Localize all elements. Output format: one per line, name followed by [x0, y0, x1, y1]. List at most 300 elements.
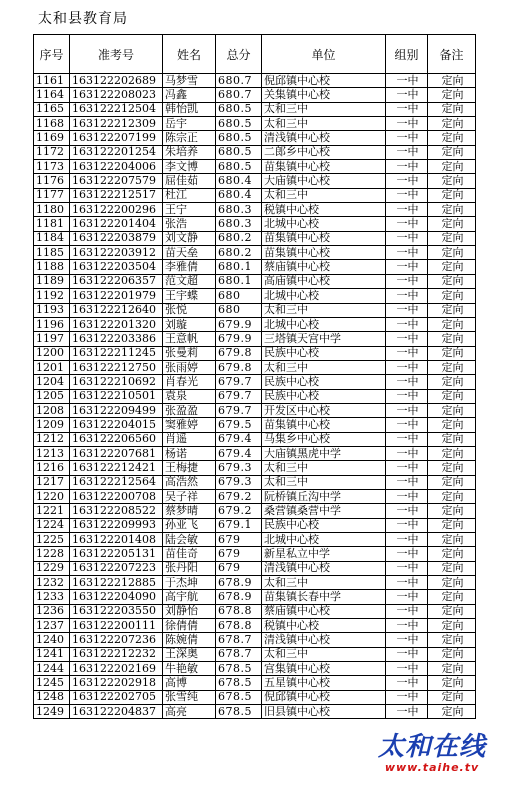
cell-unit: 马集乡中心校: [262, 432, 386, 446]
cell-name: 陈婉倩: [163, 633, 216, 647]
cell-note: 定向: [428, 231, 476, 245]
cell-ticket-number: 163122210692: [70, 375, 163, 389]
cell-total-score: 680.2: [216, 246, 262, 260]
cell-name: 张浩: [163, 217, 216, 231]
cell-ticket-number: 163122201254: [70, 145, 163, 159]
cell-note: 定向: [428, 432, 476, 446]
cell-total-score: 680.4: [216, 188, 262, 202]
cell-group: 一中: [386, 590, 428, 604]
cell-note: 定向: [428, 375, 476, 389]
cell-total-score: 679.8: [216, 346, 262, 360]
cell-unit: 太和三中: [262, 475, 386, 489]
cell-note: 定向: [428, 360, 476, 374]
cell-total-score: 679.1: [216, 518, 262, 532]
cell-note: 定向: [428, 418, 476, 432]
cell-index: 1225: [34, 533, 70, 547]
table-row: [34, 174, 476, 188]
cell-group: 一中: [386, 188, 428, 202]
cell-total-score: 678.8: [216, 619, 262, 633]
cell-unit: 倪邱镇中心校: [262, 690, 386, 704]
cell-unit: 大庙镇中心校: [262, 174, 386, 188]
table-row: [34, 690, 476, 704]
cell-group: 一中: [386, 317, 428, 331]
cell-note: 定向: [428, 174, 476, 188]
cell-ticket-number: 163122207199: [70, 131, 163, 145]
cell-index: 1181: [34, 217, 70, 231]
cell-note: 定向: [428, 332, 476, 346]
cell-group: 一中: [386, 576, 428, 590]
cell-total-score: 680.7: [216, 88, 262, 102]
cell-total-score: 679: [216, 561, 262, 575]
cell-note: 定向: [428, 647, 476, 661]
cell-group: 一中: [386, 131, 428, 145]
cell-name: 张曼莉: [163, 346, 216, 360]
cell-ticket-number: 163122202689: [70, 74, 163, 88]
cell-note: 定向: [428, 317, 476, 331]
cell-index: 1201: [34, 360, 70, 374]
cell-unit: 关集镇中心校: [262, 88, 386, 102]
cell-total-score: 678.5: [216, 676, 262, 690]
header-index: 序号: [34, 35, 70, 74]
table-row: [34, 360, 476, 374]
cell-unit: 税镇中心校: [262, 203, 386, 217]
table-row: [34, 203, 476, 217]
cell-total-score: 678.9: [216, 590, 262, 604]
table-row: [34, 260, 476, 274]
cell-unit: 清浅镇中心校: [262, 633, 386, 647]
cell-name: 袁泉: [163, 389, 216, 403]
cell-total-score: 679.4: [216, 446, 262, 460]
cell-unit: 太和三中: [262, 188, 386, 202]
table-row: [34, 518, 476, 532]
cell-note: 定向: [428, 604, 476, 618]
cell-name: 肖遥: [163, 432, 216, 446]
cell-note: 定向: [428, 489, 476, 503]
cell-ticket-number: 163122204090: [70, 590, 163, 604]
cell-total-score: 679.7: [216, 389, 262, 403]
table-body: [34, 74, 476, 719]
table-row: [34, 274, 476, 288]
cell-unit: 太和三中: [262, 360, 386, 374]
cell-note: 定向: [428, 633, 476, 647]
cell-total-score: 679.9: [216, 317, 262, 331]
cell-name: 高浩然: [163, 475, 216, 489]
cell-index: 1176: [34, 174, 70, 188]
cell-ticket-number: 163122212232: [70, 647, 163, 661]
cell-unit: 苗集镇长春中学: [262, 590, 386, 604]
watermark-url: www.taihe.tv: [384, 761, 480, 774]
cell-total-score: 678.8: [216, 604, 262, 618]
cell-note: 定向: [428, 160, 476, 174]
cell-ticket-number: 163122204015: [70, 418, 163, 432]
cell-note: 定向: [428, 590, 476, 604]
cell-index: 1240: [34, 633, 70, 647]
table-row: [34, 619, 476, 633]
table-row: [34, 303, 476, 317]
cell-note: 定向: [428, 690, 476, 704]
cell-group: 一中: [386, 647, 428, 661]
cell-index: 1249: [34, 705, 70, 719]
cell-name: 李雅倩: [163, 260, 216, 274]
cell-group: 一中: [386, 561, 428, 575]
cell-unit: 太和三中: [262, 303, 386, 317]
cell-note: 定向: [428, 461, 476, 475]
cell-index: 1205: [34, 389, 70, 403]
cell-note: 定向: [428, 518, 476, 532]
cell-unit: 清浅镇中心校: [262, 131, 386, 145]
cell-unit: 三塔镇天宫中学: [262, 332, 386, 346]
cell-total-score: 680: [216, 289, 262, 303]
table-row: [34, 633, 476, 647]
cell-name: 苗佳奇: [163, 547, 216, 561]
cell-total-score: 680.4: [216, 174, 262, 188]
cell-total-score: 680: [216, 303, 262, 317]
table-row: [34, 88, 476, 102]
cell-index: 1209: [34, 418, 70, 432]
cell-group: 一中: [386, 203, 428, 217]
cell-group: 一中: [386, 518, 428, 532]
cell-group: 一中: [386, 102, 428, 116]
cell-group: 一中: [386, 303, 428, 317]
cell-index: 1237: [34, 619, 70, 633]
cell-note: 定向: [428, 260, 476, 274]
cell-total-score: 680.2: [216, 231, 262, 245]
header-ticket-number: 准考号: [70, 35, 163, 74]
cell-ticket-number: 163122203550: [70, 604, 163, 618]
table-row: [34, 160, 476, 174]
cell-group: 一中: [386, 375, 428, 389]
cell-name: 杜江: [163, 188, 216, 202]
cell-group: 一中: [386, 633, 428, 647]
cell-name: 王宁: [163, 203, 216, 217]
cell-unit: 北城中心校: [262, 217, 386, 231]
cell-index: 1177: [34, 188, 70, 202]
cell-name: 陆会敏: [163, 533, 216, 547]
cell-total-score: 680.3: [216, 203, 262, 217]
cell-group: 一中: [386, 332, 428, 346]
cell-group: 一中: [386, 174, 428, 188]
table-row: [34, 662, 476, 676]
table-row: [34, 188, 476, 202]
cell-total-score: 680.5: [216, 145, 262, 159]
cell-unit: 税镇中心校: [262, 619, 386, 633]
cell-unit: 太和三中: [262, 117, 386, 131]
cell-unit: 北城中心校: [262, 289, 386, 303]
header-total-score: 总分: [216, 35, 262, 74]
cell-index: 1172: [34, 145, 70, 159]
cell-note: 定向: [428, 619, 476, 633]
cell-group: 一中: [386, 662, 428, 676]
cell-total-score: 678.7: [216, 647, 262, 661]
table-row: [34, 389, 476, 403]
cell-ticket-number: 163122207681: [70, 446, 163, 460]
cell-note: 定向: [428, 102, 476, 116]
cell-total-score: 678.5: [216, 662, 262, 676]
cell-name: 王深奥: [163, 647, 216, 661]
cell-unit: 苗集镇中心校: [262, 246, 386, 260]
cell-group: 一中: [386, 246, 428, 260]
cell-note: 定向: [428, 389, 476, 403]
cell-index: 1197: [34, 332, 70, 346]
cell-ticket-number: 163122211245: [70, 346, 163, 360]
cell-name: 李文博: [163, 160, 216, 174]
cell-total-score: 679.4: [216, 432, 262, 446]
cell-ticket-number: 163122205131: [70, 547, 163, 561]
cell-unit: 民族中心校: [262, 346, 386, 360]
cell-ticket-number: 163122203386: [70, 332, 163, 346]
cell-ticket-number: 163122206357: [70, 274, 163, 288]
cell-name: 肖春光: [163, 375, 216, 389]
cell-note: 定向: [428, 88, 476, 102]
table-row: [34, 246, 476, 260]
cell-total-score: 678.5: [216, 705, 262, 719]
cell-total-score: 680.5: [216, 131, 262, 145]
score-table: [33, 34, 476, 719]
cell-group: 一中: [386, 360, 428, 374]
cell-index: 1188: [34, 260, 70, 274]
cell-group: 一中: [386, 117, 428, 131]
cell-group: 一中: [386, 604, 428, 618]
cell-name: 刘文静: [163, 231, 216, 245]
cell-unit: 新星私立中学: [262, 547, 386, 561]
cell-note: 定向: [428, 504, 476, 518]
cell-index: 1193: [34, 303, 70, 317]
cell-index: 1224: [34, 518, 70, 532]
cell-name: 岳宇: [163, 117, 216, 131]
cell-index: 1220: [34, 489, 70, 503]
cell-index: 1229: [34, 561, 70, 575]
cell-note: 定向: [428, 217, 476, 231]
cell-name: 王宇蝶: [163, 289, 216, 303]
cell-unit: 北城中心校: [262, 317, 386, 331]
table-row: [34, 317, 476, 331]
cell-ticket-number: 163122203879: [70, 231, 163, 245]
cell-group: 一中: [386, 289, 428, 303]
cell-note: 定向: [428, 676, 476, 690]
cell-total-score: 679.2: [216, 489, 262, 503]
cell-group: 一中: [386, 389, 428, 403]
cell-note: 定向: [428, 346, 476, 360]
cell-note: 定向: [428, 561, 476, 575]
cell-index: 1200: [34, 346, 70, 360]
table-row: [34, 231, 476, 245]
cell-total-score: 679.5: [216, 418, 262, 432]
cell-name: 张悦: [163, 303, 216, 317]
cell-group: 一中: [386, 475, 428, 489]
cell-name: 屈佳茹: [163, 174, 216, 188]
cell-index: 1245: [34, 676, 70, 690]
table-row: [34, 289, 476, 303]
cell-unit: 苗集镇中心校: [262, 418, 386, 432]
cell-ticket-number: 163122207236: [70, 633, 163, 647]
cell-total-score: 679.3: [216, 475, 262, 489]
table-row: [34, 418, 476, 432]
cell-unit: 民族中心校: [262, 375, 386, 389]
cell-index: 1213: [34, 446, 70, 460]
cell-name: 王梅捷: [163, 461, 216, 475]
cell-total-score: 679.7: [216, 403, 262, 417]
cell-name: 刘静怡: [163, 604, 216, 618]
cell-note: 定向: [428, 74, 476, 88]
cell-note: 定向: [428, 274, 476, 288]
table-row: [34, 705, 476, 719]
cell-index: 1221: [34, 504, 70, 518]
cell-note: 定向: [428, 246, 476, 260]
table-row: [34, 446, 476, 460]
cell-ticket-number: 163122207223: [70, 561, 163, 575]
cell-note: 定向: [428, 117, 476, 131]
table-row: [34, 332, 476, 346]
table-row: [34, 489, 476, 503]
table-row: [34, 117, 476, 131]
cell-ticket-number: 163122207579: [70, 174, 163, 188]
watermark-title: 太和在线: [377, 732, 486, 762]
cell-index: 1241: [34, 647, 70, 661]
cell-group: 一中: [386, 88, 428, 102]
cell-note: 定向: [428, 576, 476, 590]
cell-total-score: 679: [216, 533, 262, 547]
cell-ticket-number: 163122212750: [70, 360, 163, 374]
table-row: [34, 102, 476, 116]
cell-index: 1161: [34, 74, 70, 88]
cell-note: 定向: [428, 446, 476, 460]
cell-name: 窦雅婷: [163, 418, 216, 432]
cell-index: 1184: [34, 231, 70, 245]
cell-unit: 太和三中: [262, 461, 386, 475]
cell-total-score: 679.7: [216, 375, 262, 389]
table-row: [34, 475, 476, 489]
table-row: [34, 676, 476, 690]
cell-ticket-number: 163122209499: [70, 403, 163, 417]
cell-name: 高亮: [163, 705, 216, 719]
cell-note: 定向: [428, 533, 476, 547]
cell-ticket-number: 163122212885: [70, 576, 163, 590]
cell-ticket-number: 163122202169: [70, 662, 163, 676]
cell-unit: 苗集镇中心校: [262, 160, 386, 174]
cell-total-score: 679.9: [216, 332, 262, 346]
cell-ticket-number: 163122204837: [70, 705, 163, 719]
cell-ticket-number: 163122208023: [70, 88, 163, 102]
cell-total-score: 679: [216, 547, 262, 561]
cell-unit: 太和三中: [262, 647, 386, 661]
cell-group: 一中: [386, 504, 428, 518]
cell-name: 孙亚飞: [163, 518, 216, 532]
cell-name: 马梦雪: [163, 74, 216, 88]
cell-note: 定向: [428, 145, 476, 159]
table-row: [34, 561, 476, 575]
cell-total-score: 680.1: [216, 260, 262, 274]
cell-group: 一中: [386, 346, 428, 360]
cell-name: 张盈盈: [163, 403, 216, 417]
cell-group: 一中: [386, 418, 428, 432]
cell-name: 徐倩倩: [163, 619, 216, 633]
cell-note: 定向: [428, 705, 476, 719]
cell-group: 一中: [386, 489, 428, 503]
cell-ticket-number: 163122201979: [70, 289, 163, 303]
cell-group: 一中: [386, 145, 428, 159]
table-row: [34, 604, 476, 618]
cell-unit: 五星镇中心校: [262, 676, 386, 690]
cell-group: 一中: [386, 260, 428, 274]
cell-note: 定向: [428, 475, 476, 489]
cell-group: 一中: [386, 432, 428, 446]
cell-ticket-number: 163122212421: [70, 461, 163, 475]
table-row: [34, 131, 476, 145]
cell-total-score: 679.8: [216, 360, 262, 374]
cell-index: 1204: [34, 375, 70, 389]
cell-unit: 太和三中: [262, 102, 386, 116]
cell-group: 一中: [386, 461, 428, 475]
cell-index: 1164: [34, 88, 70, 102]
cell-index: 1212: [34, 432, 70, 446]
cell-name: 张雪纯: [163, 690, 216, 704]
cell-name: 冯鑫: [163, 88, 216, 102]
cell-total-score: 680.5: [216, 160, 262, 174]
cell-index: 1168: [34, 117, 70, 131]
cell-index: 1189: [34, 274, 70, 288]
cell-name: 王意帆: [163, 332, 216, 346]
cell-note: 定向: [428, 188, 476, 202]
cell-index: 1248: [34, 690, 70, 704]
cell-unit: 倪邱镇中心校: [262, 74, 386, 88]
table-row: [34, 74, 476, 88]
cell-total-score: 678.5: [216, 690, 262, 704]
cell-ticket-number: 163122212640: [70, 303, 163, 317]
table-row: [34, 504, 476, 518]
cell-unit: 开发区中心校: [262, 403, 386, 417]
cell-name: 张丹阳: [163, 561, 216, 575]
table-row: [34, 145, 476, 159]
table-row: [34, 375, 476, 389]
cell-group: 一中: [386, 231, 428, 245]
cell-unit: 大庙镇黑虎中学: [262, 446, 386, 460]
cell-name: 于杰坤: [163, 576, 216, 590]
cell-index: 1228: [34, 547, 70, 561]
header-group: 组别: [386, 35, 428, 74]
cell-total-score: 680.1: [216, 274, 262, 288]
cell-group: 一中: [386, 274, 428, 288]
cell-ticket-number: 163122200111: [70, 619, 163, 633]
cell-index: 1173: [34, 160, 70, 174]
cell-ticket-number: 163122201408: [70, 533, 163, 547]
table-row: [34, 217, 476, 231]
cell-name: 牛艳敏: [163, 662, 216, 676]
table-row: [34, 346, 476, 360]
cell-index: 1169: [34, 131, 70, 145]
cell-index: 1192: [34, 289, 70, 303]
cell-ticket-number: 163122204006: [70, 160, 163, 174]
cell-group: 一中: [386, 676, 428, 690]
table-row: [34, 432, 476, 446]
cell-total-score: 679.3: [216, 461, 262, 475]
cell-ticket-number: 163122201404: [70, 217, 163, 231]
table-row: [34, 590, 476, 604]
cell-index: 1180: [34, 203, 70, 217]
cell-ticket-number: 163122202918: [70, 676, 163, 690]
cell-index: 1233: [34, 590, 70, 604]
cell-name: 高博: [163, 676, 216, 690]
cell-group: 一中: [386, 403, 428, 417]
cell-group: 一中: [386, 74, 428, 88]
table-row: [34, 403, 476, 417]
table-row: [34, 576, 476, 590]
cell-note: 定向: [428, 403, 476, 417]
cell-unit: 太和三中: [262, 576, 386, 590]
cell-unit: 桑营镇桑营中学: [262, 504, 386, 518]
cell-ticket-number: 163122203912: [70, 246, 163, 260]
cell-unit: 清浅镇中心校: [262, 561, 386, 575]
cell-index: 1216: [34, 461, 70, 475]
